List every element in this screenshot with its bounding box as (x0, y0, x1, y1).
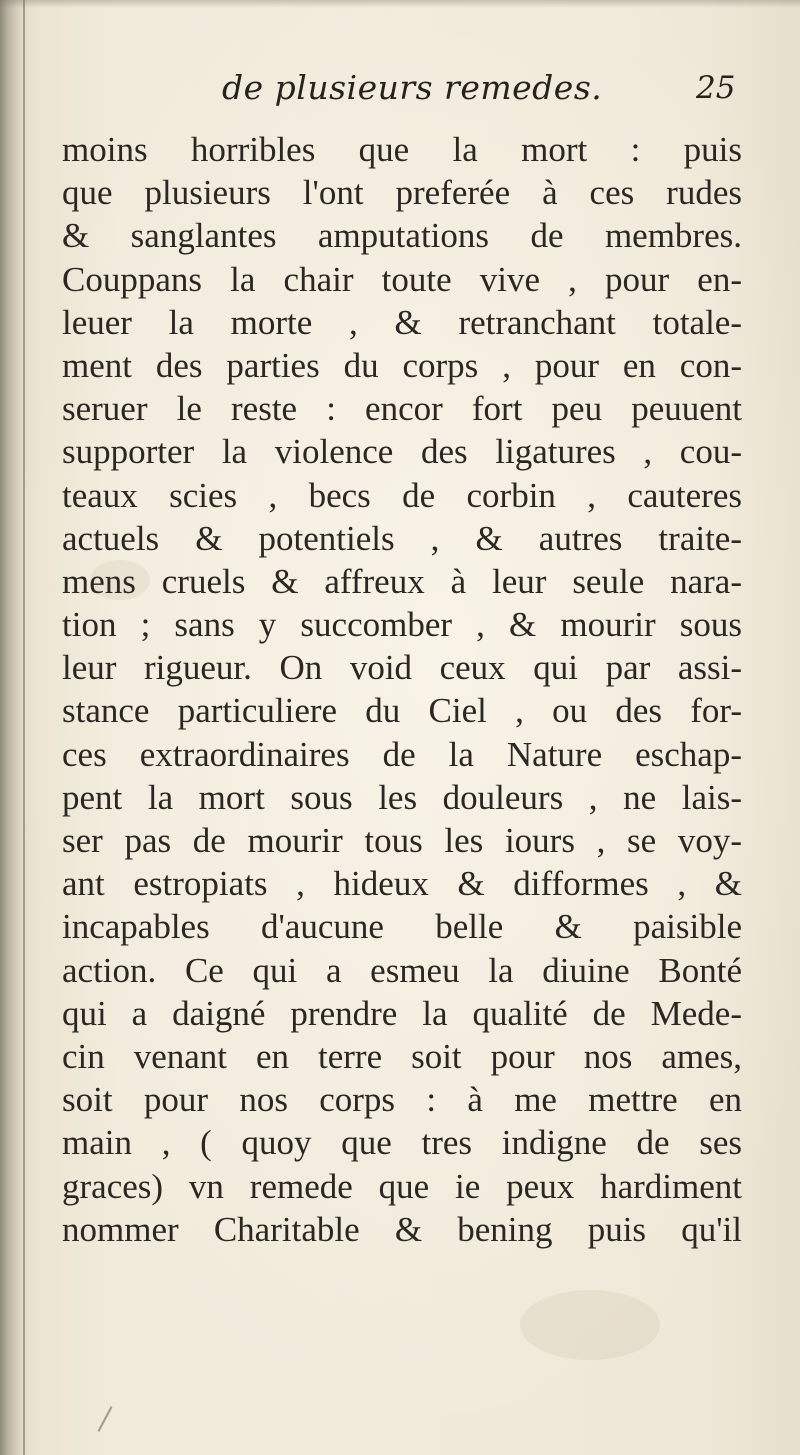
ink-mark (98, 1406, 113, 1432)
text-line: ces extraordinaires de la Nature eschap- (62, 734, 742, 774)
text-line: qui a daigné prendre la qualité de Mede- (62, 993, 742, 1033)
text-line: ment des parties du corps , pour en con- (62, 345, 742, 385)
text-line: leuer la morte , & retranchant totale- (62, 302, 742, 342)
text-line: stance particuliere du Ciel , ou des for- (62, 691, 742, 731)
gutter-rule (23, 0, 25, 1455)
text-line: supporter la violence des ligatures , cou- (62, 432, 742, 472)
paper-stain (520, 1290, 660, 1360)
text-line: teaux scies , becs de corbin , cauteres (62, 475, 742, 515)
running-head: de plusieurs remedes. (222, 68, 603, 107)
text-line: ant estropiats , hideux & difformes , & (62, 864, 742, 904)
page-number: 25 (696, 70, 736, 106)
text-line: actuels & potentiels , & autres traite- (62, 518, 742, 558)
text-line: main , ( quoy que tres indigne de ses (62, 1123, 742, 1163)
text-line: moins horribles que la mort : puis (62, 130, 742, 169)
text-line: incapables d'aucune belle & paisible (62, 907, 742, 947)
text-line: que plusieurs l'ont preferée à ces rudes (62, 173, 742, 213)
text-line: graces) vn remede que ie peux hardiment (62, 1166, 742, 1206)
text-line: tion ; sans y succomber , & mourir sous (62, 605, 742, 645)
text-line: Couppans la chair toute vive , pour en- (62, 259, 742, 299)
text-line: cin venant en terre soit pour nos ames, (62, 1036, 742, 1076)
page-top-edge (0, 0, 800, 8)
text-line: mens cruels & affreux à leur seule nara- (62, 561, 742, 601)
text-line: soit pour nos corps : à me mettre en (62, 1080, 742, 1120)
text-line: nommer Charitable & bening puis qu'il (62, 1209, 742, 1249)
text-line: action. Ce qui a esmeu la diuine Bonté (62, 950, 742, 990)
text-line: pent la mort sous les douleurs , ne lais- (62, 777, 742, 817)
text-line: ser pas de mourir tous les iours , se voy- (62, 821, 742, 860)
text-line: seruer le reste : encor fort peu peuuent (62, 389, 742, 429)
text-line: leur rigueur. On void ceux qui par assi- (62, 648, 742, 688)
body-text (62, 128, 742, 1251)
text-line: & sanglantes amputations de membres. (62, 216, 742, 256)
